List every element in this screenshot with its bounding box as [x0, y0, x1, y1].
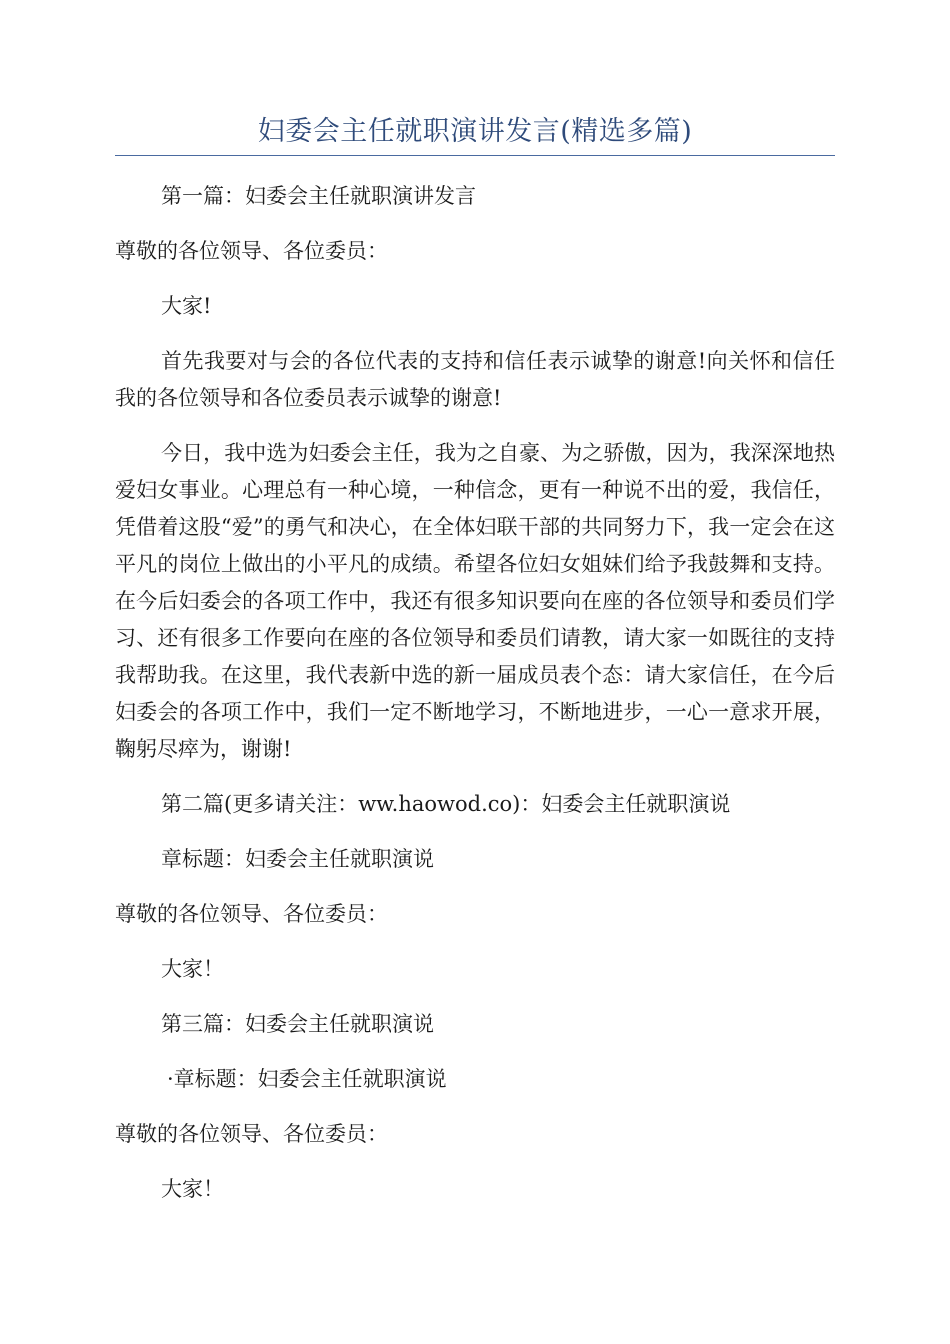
document-body: [115, 178, 835, 1226]
salutation: 尊敬的各位领导、各位委员：: [115, 902, 388, 926]
salutation: 尊敬的各位领导、各位委员：: [115, 1122, 388, 1146]
greeting: 大家！: [161, 957, 224, 981]
section-heading-1: 第一篇：妇委会主任就职演讲发言: [161, 184, 476, 208]
salutation: 尊敬的各位领导、各位委员：: [115, 239, 388, 263]
body-paragraph: 今日，我中选为妇委会主任，我为之自豪、为之骄傲，因为，我深深地热爱妇女事业。心理总有一种心境，一种信念，更有一种说不出的爱，我信任，凭借着这股“爱”的勇气和决心，在全体妇联干部的共同努力下，我一定会在这平凡的岗位上做出的小平凡的成绩。希望各位妇女姐妹们给予我鼓舞和支持。在今后妇委会的各项工作中，我还有很多知识要向在座的各位领导和委员们学习、还有很多工作要向在座的各位领导和委员们请教，请大家一如既往的支持我帮助我。在这里，我代表新中选的新一届成员表个态：请大家信任，在今后妇委会的各项工作中，我们一定不断地学习，不断地进步，一心一意求开展，鞠躬尽瘁为，谢谢!: [115, 441, 835, 761]
document-title: 妇委会主任就职演讲发言(精选多篇): [257, 116, 693, 147]
section-heading-3: 第三篇：妇委会主任就职演说: [161, 1012, 434, 1036]
chapter-title: 章标题：妇委会主任就职演说: [161, 847, 434, 871]
greeting: 大家!: [161, 294, 212, 318]
section-heading-2: 第二篇(更多请关注：ww.haowod.co)：妇委会主任就职演说: [161, 792, 731, 816]
greeting: 大家！: [161, 1177, 224, 1201]
title-underline: [115, 155, 835, 156]
chapter-title-bullet: ·章标题：妇委会主任就职演说: [167, 1067, 447, 1091]
body-paragraph: 首先我要对与会的各位代表的支持和信任表示诚挚的谢意!向关怀和信任我的各位领导和各位委员表示诚挚的谢意!: [115, 349, 835, 410]
